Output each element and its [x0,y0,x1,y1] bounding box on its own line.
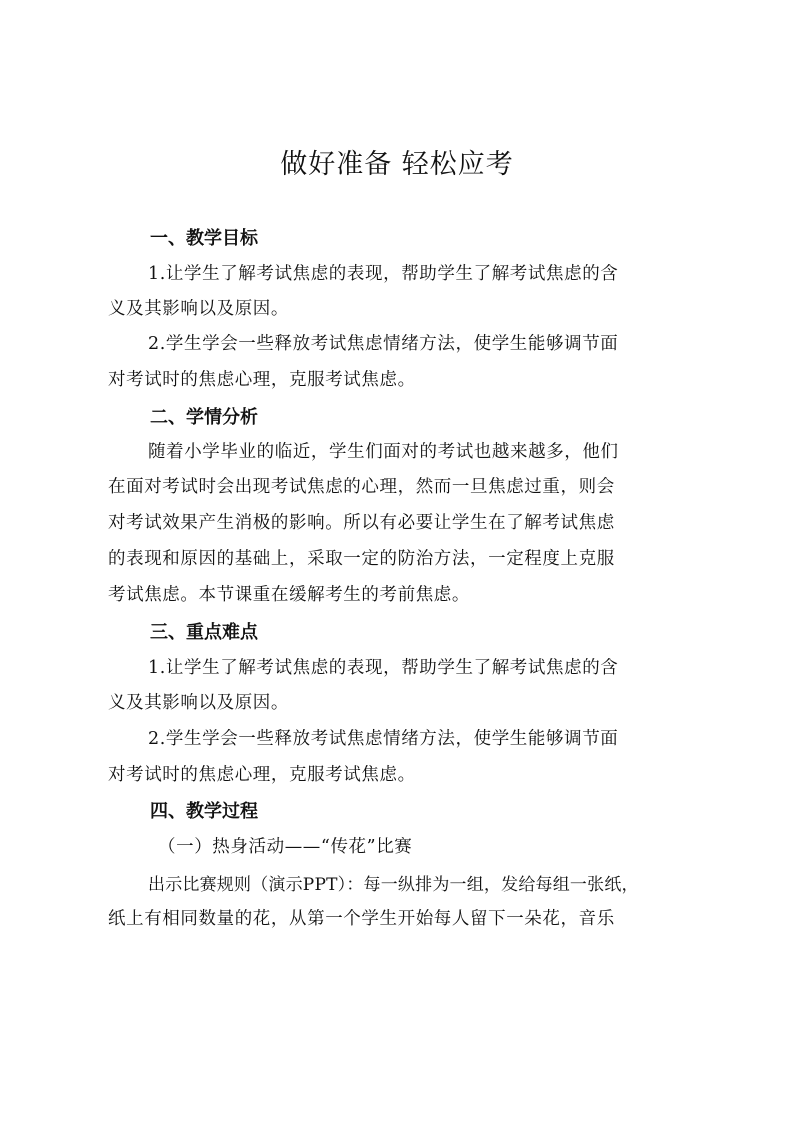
subsection-heading: （一）热身活动——“传花”比赛 [158,837,413,857]
paragraph-line: 纸上有相同数量的花，从第一个学生开始每人留下一朵花，音乐 [108,909,615,929]
section-heading-process: 四、教学过程 [150,801,258,822]
paragraph-line: 随着小学毕业的临近，学生们面对的考试也越来越多，他们 [148,442,619,462]
page-title: 做好准备 轻松应考 [280,149,514,180]
paragraph-line: 2.学生学会一些释放考试焦虑情绪方法，使学生能够调节面 [148,729,619,749]
paragraph-line: 考试焦虑。本节课重在缓解考生的考前焦虑。 [108,585,470,605]
paragraph-line: 在面对考试时会出现考试焦虑的心理，然而一旦焦虑过重，则会 [108,477,615,497]
paragraph-line: 对考试效果产生消极的影响。所以有必要让学生在了解考试焦虑 [108,513,615,533]
paragraph-line: 对考试时的焦虑心理，克服考试焦虑。 [108,765,416,785]
paragraph-line: 对考试时的焦虑心理，克服考试焦虑。 [108,370,416,390]
paragraph-line: 1.让学生了解考试焦虑的表现，帮助学生了解考试焦虑的含 [148,658,619,678]
paragraph-line: 2.学生学会一些释放考试焦虑情绪方法，使学生能够调节面 [148,334,619,354]
paragraph-line: 出示比赛规则（演示PPT）：每一纵排为一组，发给每组一张纸， [148,875,639,895]
paragraph-line: 的表现和原因的基础上，采取一定的防治方法，一定程度上克服 [108,549,615,569]
section-heading-objectives: 一、教学目标 [150,228,258,249]
section-heading-analysis: 二、学情分析 [150,407,258,428]
paragraph-line: 义及其影响以及原因。 [108,299,289,319]
paragraph-line: 义及其影响以及原因。 [108,693,289,713]
paragraph-line: 1.让学生了解考试焦虑的表现，帮助学生了解考试焦虑的含 [148,264,619,284]
section-heading-key-points: 三、重点难点 [150,622,258,643]
